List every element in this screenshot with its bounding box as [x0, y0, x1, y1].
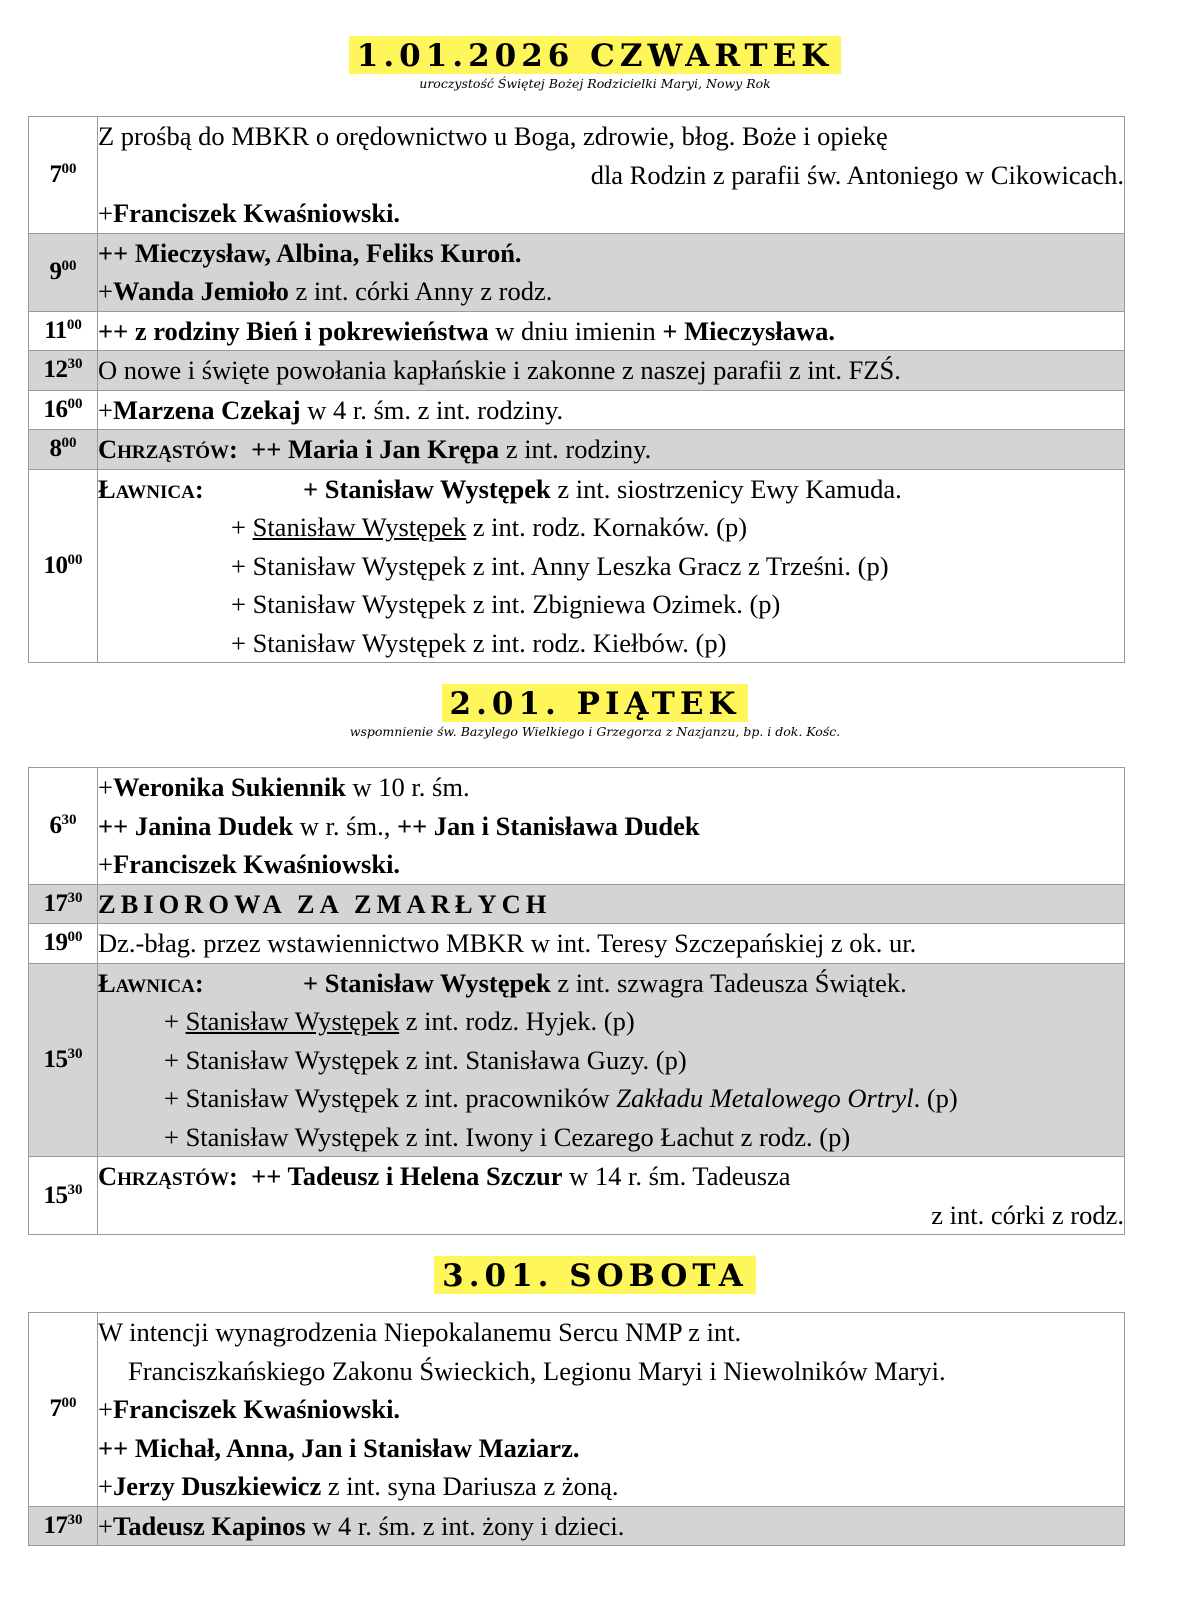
mass-row — [29, 884, 1125, 924]
time-hour: 15 — [43, 1181, 68, 1209]
intention-text: + — [98, 394, 113, 425]
intention-text: ZBIOROWA ZA ZMARŁYCH — [98, 888, 552, 919]
mass-row — [29, 1506, 1125, 1546]
intention-text: w dniu imienin — [488, 315, 663, 346]
mass-intentions — [98, 768, 1125, 885]
intention-line — [98, 391, 1124, 430]
intention-text: Franciszek Kwaśniowski. — [112, 198, 401, 228]
day-title: 1.01.2026 CZWARTEK — [349, 36, 841, 74]
intention-line — [98, 885, 1124, 924]
intention-text: w 4 r. śm. z int. rodziny. — [300, 394, 564, 425]
time-hour: 7 — [49, 1395, 62, 1423]
schedule-table — [28, 767, 1125, 1235]
time-minutes: 30 — [67, 356, 83, 373]
mass-row — [29, 430, 1125, 470]
intention-line — [98, 924, 1124, 963]
mass-time — [29, 884, 98, 924]
time-minutes: 00 — [67, 929, 83, 946]
time-hour: 9 — [49, 258, 62, 285]
intention-text: ++ Mieczysław, Albina, Feliks Kuroń. — [98, 237, 522, 268]
time-hour: 17 — [43, 1511, 68, 1539]
intention-text: Marzena Czekaj — [112, 394, 301, 425]
time-minutes: 30 — [61, 811, 77, 828]
time-minutes: 30 — [67, 889, 83, 906]
intention-text: + Stanisław Występek z int. Anny Leszka Gracz z Trześni. (p) — [231, 550, 889, 581]
intention-text: + — [164, 1006, 186, 1036]
location-label: Ławnica: — [98, 967, 204, 998]
mass-intentions — [98, 390, 1125, 430]
intention-text: Stanisław Występek — [185, 1006, 400, 1036]
time-hour: 12 — [43, 356, 68, 384]
intention-text: ++ Tadeusz i Helena Szczur — [237, 1161, 563, 1191]
intention-text: ++ Janina Dudek — [98, 810, 294, 841]
mass-time — [29, 117, 98, 234]
intention-line — [98, 312, 1124, 351]
intention-line — [98, 470, 1124, 509]
time-hour: 10 — [43, 551, 68, 579]
intention-text: + — [98, 849, 113, 879]
intention-text: + — [98, 276, 113, 306]
location-label: Chrząstów: — [98, 434, 238, 464]
time-minutes: 00 — [66, 316, 82, 333]
intention-text: z int. rodz. Kornaków. (p) — [466, 512, 748, 542]
intention-text: ++ z rodziny Bień i pokrewieństwa — [98, 315, 489, 346]
mass-time — [29, 233, 98, 311]
intention-text: w 14 r. śm. Tadeusza — [562, 1161, 791, 1191]
intention-text: z int. rodziny. — [499, 434, 652, 464]
intention-text: Tadeusz Kapinos — [112, 1510, 306, 1541]
day-title: 2.01. PIĄTEK — [442, 684, 749, 722]
intention-text: Stanisław Występek — [252, 512, 467, 542]
intention-text: + Stanisław Występek z int. Stanisława Guzy. (p) — [164, 1044, 687, 1075]
mass-intentions — [98, 311, 1125, 351]
intention-text: + Stanisław Występek — [303, 473, 551, 504]
intention-text: z int. siostrzenicy Ewy Kamuda. — [550, 473, 902, 504]
time-minutes: 00 — [61, 160, 77, 177]
mass-row — [29, 768, 1125, 885]
schedule-table — [28, 116, 1125, 663]
mass-intentions — [98, 430, 1125, 470]
time-minutes: 00 — [61, 1395, 77, 1412]
mass-row — [29, 311, 1125, 351]
intention-text: dla Rodzin z parafii św. Antoniego w Cikowicach. — [590, 159, 1124, 190]
time-minutes: 00 — [67, 551, 83, 568]
intention-text: + — [98, 1510, 113, 1541]
mass-row — [29, 117, 1125, 234]
mass-intentions — [98, 1506, 1125, 1546]
day-header — [0, 684, 1190, 740]
mass-intentions — [98, 351, 1125, 391]
intention-line — [98, 1429, 1124, 1468]
mass-intentions — [98, 1157, 1125, 1235]
time-minutes: 00 — [67, 395, 83, 412]
mass-intentions — [98, 233, 1125, 311]
intention-text: ++ Jan i Stanisława Dudek — [396, 810, 700, 841]
mass-row — [29, 1313, 1125, 1507]
time-hour: 16 — [43, 395, 68, 423]
mass-intentions — [98, 469, 1125, 663]
intention-text: z int. rodz. Hyjek. (p) — [399, 1006, 635, 1036]
time-hour: 17 — [43, 889, 68, 917]
time-minutes: 30 — [67, 1181, 83, 1198]
time-hour: 7 — [49, 160, 62, 188]
mass-intentions — [98, 924, 1125, 964]
intention-line — [98, 1041, 1124, 1080]
intention-text: w 4 r. śm. z int. żony i dzieci. — [305, 1510, 625, 1541]
mass-intentions — [98, 117, 1125, 234]
intention-line — [98, 1079, 1124, 1118]
intention-text: + Mieczysława. — [662, 315, 835, 346]
intention-text: z int. syna Dariusza z żoną. — [321, 1471, 619, 1501]
time-hour: 11 — [44, 316, 67, 344]
intention-text: + — [231, 512, 253, 542]
intention-text: Dz.-błag. przez wstawiennictwo MBKR w int. Teresy Szczepańskiej z ok. ur. — [98, 928, 917, 958]
day-subtitle: uroczystość Świętej Bożej Rodzicielki Maryi, Nowy Rok — [419, 76, 771, 91]
intention-text: + Stanisław Występek z int. pracowników — [164, 1083, 617, 1113]
location-label: Chrząstów: — [98, 1161, 238, 1191]
intention-line — [98, 1002, 1124, 1041]
intention-text: + — [98, 198, 113, 228]
intention-line — [98, 351, 1124, 390]
time-minutes: 00 — [61, 435, 77, 452]
intention-line — [98, 547, 1124, 586]
intention-line — [98, 624, 1124, 663]
intention-text: . (p) — [913, 1083, 958, 1113]
intention-line — [98, 234, 1124, 273]
schedule-table — [28, 1312, 1125, 1546]
mass-intentions — [98, 1313, 1125, 1507]
intention-text: + Stanisław Występek z int. Zbigniewa Ozimek. (p) — [231, 589, 781, 619]
intention-text: Franciszek Kwaśniowski. — [112, 849, 401, 879]
intention-line — [98, 768, 1124, 807]
mass-time — [29, 1157, 98, 1235]
intention-text: Wanda Jemioło — [112, 276, 289, 306]
intention-text: Franciszkańskiego Zakonu Świeckich, Legionu Maryi i Niewolników Maryi. — [128, 1355, 946, 1386]
intention-text: z int. córki Anny z rodz. — [288, 276, 553, 306]
time-hour: 6 — [49, 811, 62, 839]
intention-text: + Stanisław Występek z int. Iwony i Cezarego Łachut z rodz. (p) — [164, 1121, 851, 1152]
mass-intentions — [98, 884, 1125, 924]
mass-intentions — [98, 963, 1125, 1157]
intention-line — [98, 845, 1124, 884]
intention-line — [98, 430, 1124, 469]
mass-time — [29, 1506, 98, 1546]
intention-line — [98, 1390, 1124, 1429]
day-title: 3.01. SOBOTA — [434, 1256, 756, 1294]
time-hour: 15 — [43, 1045, 68, 1073]
mass-row — [29, 963, 1125, 1157]
intention-text: w r. śm., — [293, 810, 397, 841]
day-header — [0, 1256, 1190, 1294]
intention-text: ++ Maria i Jan Krępa — [237, 434, 500, 464]
time-hour: 8 — [49, 435, 62, 463]
intention-text: z int. szwagra Tadeusza Świątek. — [550, 967, 907, 998]
intention-text: + — [98, 1394, 113, 1424]
mass-time — [29, 963, 98, 1157]
time-minutes: 30 — [67, 1511, 83, 1528]
mass-row — [29, 233, 1125, 311]
intention-text: + — [98, 772, 113, 802]
intention-line — [98, 272, 1124, 311]
intention-line — [98, 585, 1124, 624]
intention-line — [98, 156, 1124, 195]
intention-text: Franciszek Kwaśniowski. — [112, 1394, 401, 1424]
mass-time — [29, 430, 98, 470]
location-label: Ławnica: — [98, 473, 204, 504]
intention-line — [98, 1313, 1124, 1352]
mass-time — [29, 768, 98, 885]
mass-time — [29, 390, 98, 430]
intention-text: + — [98, 1471, 113, 1501]
intention-line — [98, 1507, 1124, 1546]
mass-time — [29, 924, 98, 964]
mass-time — [29, 351, 98, 391]
intention-text: z int. córki z rodz. — [931, 1199, 1124, 1230]
mass-row — [29, 1157, 1125, 1235]
time-minutes: 30 — [67, 1045, 83, 1062]
intention-line — [98, 508, 1124, 547]
intention-text: Zakładu Metalowego Ortryl — [616, 1083, 914, 1113]
mass-row — [29, 351, 1125, 391]
intention-text: Weronika Sukiennik — [112, 772, 346, 802]
intention-text: w 10 r. śm. — [345, 772, 470, 802]
intention-text: Z prośbą do MBKR o orędownictwo u Boga, zdrowie, błog. Boże i opiekę — [98, 121, 888, 151]
intention-text: O nowe i święte powołania kapłańskie i zakonne z naszej parafii z int. FZŚ. — [98, 355, 901, 385]
mass-time — [29, 469, 98, 663]
time-minutes: 00 — [61, 258, 77, 274]
intention-text: ++ Michał, Anna, Jan i Stanisław Maziarz. — [98, 1432, 580, 1463]
intention-line — [98, 1118, 1124, 1157]
intention-line — [98, 1467, 1124, 1506]
intention-line — [98, 1352, 1124, 1391]
time-hour: 19 — [43, 929, 68, 957]
intention-text: Jerzy Duszkiewicz — [112, 1471, 322, 1501]
day-subtitle: wspomnienie św. Bazylego Wielkiego i Grzegorza z Nazjanzu, bp. i dok. Kośc. — [349, 724, 841, 739]
intention-text: + Stanisław Występek z int. rodz. Kiełbów. (p) — [231, 627, 727, 658]
mass-row — [29, 924, 1125, 964]
intention-line — [98, 964, 1124, 1003]
intention-line — [98, 807, 1124, 846]
day-header — [0, 36, 1190, 92]
mass-time — [29, 1313, 98, 1507]
mass-row — [29, 390, 1125, 430]
intention-line — [98, 1157, 1124, 1196]
mass-time — [29, 311, 98, 351]
intention-line — [98, 194, 1124, 233]
mass-row — [29, 469, 1125, 663]
intention-line — [98, 117, 1124, 156]
intention-text: W intencji wynagrodzenia Niepokalanemu Sercu NMP z int. — [98, 1317, 742, 1347]
intention-text: + Stanisław Występek — [303, 967, 551, 998]
intention-line — [98, 1196, 1124, 1235]
